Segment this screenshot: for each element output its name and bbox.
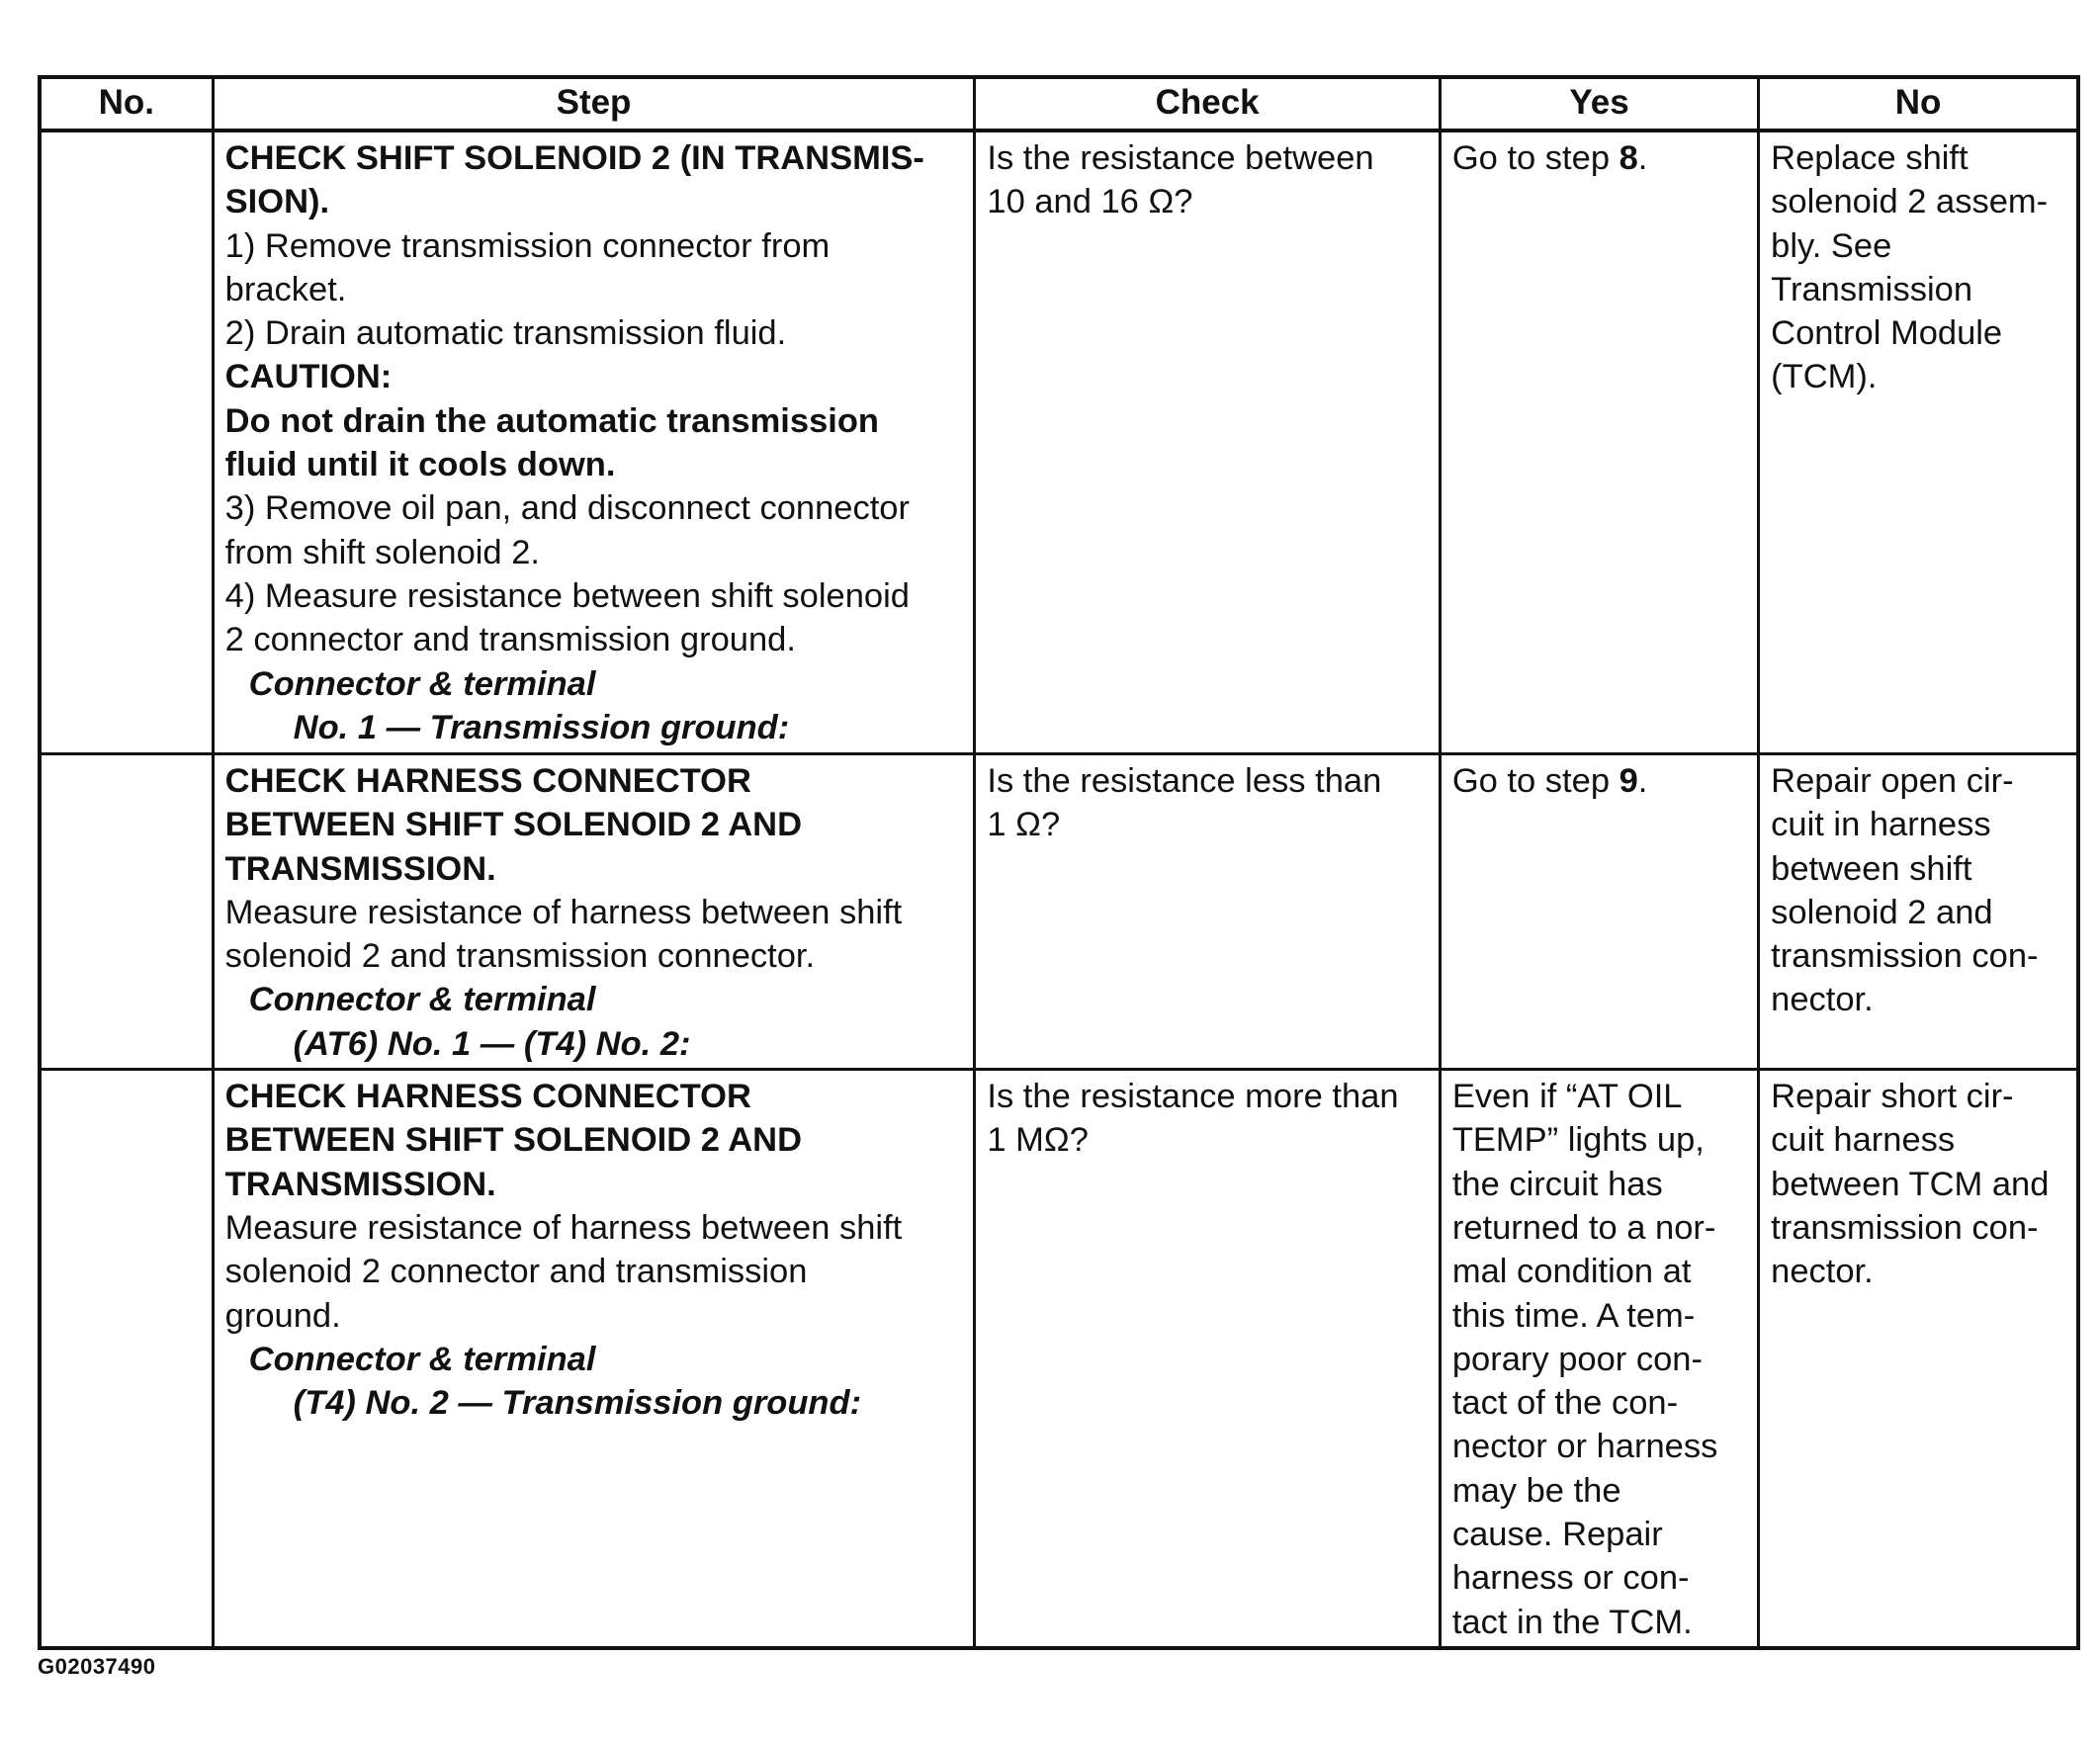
- step-text-line: CHECK SHIFT SOLENOID 2 (IN TRANSMIS-: [224, 139, 924, 177]
- step-text-line: (AT6) No. 1 — (T4) No. 2:: [293, 1024, 691, 1063]
- check-text-line: 10 and 16 Ω?: [987, 183, 1193, 221]
- step-text-line: TRANSMISSION.: [224, 849, 496, 888]
- step-number: [40, 754, 213, 1070]
- header-no-result: No: [1759, 77, 2078, 131]
- step-text-line: 2 connector and transmission ground.: [224, 621, 796, 659]
- step-text-line: (T4) No. 2 — Transmission ground:: [293, 1384, 862, 1423]
- step-text-line: CHECK HARNESS CONNECTOR: [224, 762, 751, 800]
- step-cell: [213, 131, 975, 754]
- no-result-text-line: between TCM and: [1771, 1165, 2050, 1203]
- no-result-text-line: bly. See: [1771, 226, 1892, 265]
- step-text-line: fluid until it cools down.: [224, 446, 616, 484]
- step-text-line: ground.: [224, 1296, 341, 1335]
- check-cell: [975, 754, 1440, 1070]
- step-number: [40, 131, 213, 754]
- no-result-text-line: (TCM).: [1771, 358, 1878, 396]
- check-text-line: Is the resistance between: [987, 139, 1374, 177]
- no-result-text-line: transmission con-: [1771, 1208, 2039, 1247]
- yes-text-line: mal condition at: [1451, 1253, 1692, 1291]
- step-text-line: 4) Measure resistance between shift solenoid: [224, 576, 910, 615]
- step-text-line: Measure resistance of harness between shift: [224, 893, 903, 931]
- header-check: Check: [975, 77, 1440, 131]
- header-step: Step: [213, 77, 975, 131]
- yes-text-line: Even if “AT OIL: [1451, 1078, 1683, 1116]
- check-text-line: 1 Ω?: [987, 806, 1061, 844]
- header-no: No.: [40, 77, 213, 131]
- yes-text-line: tact of the con-: [1451, 1384, 1679, 1423]
- goto-text: Go to step: [1451, 762, 1619, 800]
- no-result-text-line: transmission con-: [1771, 937, 2039, 976]
- step-text-line: solenoid 2 connector and transmission: [224, 1253, 808, 1291]
- yes-text-line: porary poor con-: [1451, 1340, 1703, 1378]
- no-result-text-line: Transmission: [1771, 270, 1973, 308]
- yes-text-line: may be the: [1451, 1471, 1621, 1510]
- check-text-line: 1 MΩ?: [987, 1121, 1089, 1160]
- step-text-line: No. 1 — Transmission ground:: [293, 708, 790, 746]
- goto-punct: .: [1637, 762, 1648, 800]
- no-result-text-line: Repair open cir-: [1771, 762, 2014, 800]
- table-row: [40, 131, 2078, 754]
- yes-text-line: returned to a nor-: [1451, 1208, 1716, 1247]
- goto-text: Go to step: [1451, 139, 1619, 177]
- step-text-line: CHECK HARNESS CONNECTOR: [224, 1078, 751, 1116]
- goto-step-number: 8: [1619, 139, 1638, 177]
- yes-cell: [1440, 1070, 1758, 1648]
- yes-text-line: tact in the TCM.: [1451, 1603, 1693, 1641]
- check-text-line: Is the resistance less than: [987, 762, 1382, 800]
- goto-punct: .: [1637, 139, 1648, 177]
- no-result-text-line: cuit harness: [1771, 1121, 1956, 1160]
- yes-text-line: this time. A tem-: [1451, 1296, 1696, 1335]
- yes-text-line: cause. Repair: [1451, 1516, 1663, 1554]
- step-text-line: from shift solenoid 2.: [224, 533, 540, 571]
- no-result-text-line: nector.: [1771, 981, 1874, 1019]
- table-row: [40, 754, 2078, 1070]
- no-result-text-line: between shift: [1771, 849, 1972, 888]
- step-text-line: Connector & terminal: [248, 664, 596, 703]
- yes-text-line: the circuit has: [1451, 1165, 1663, 1203]
- header-yes: Yes: [1440, 77, 1758, 131]
- figure-id: G02037490: [38, 1654, 156, 1679]
- step-text-line: BETWEEN SHIFT SOLENOID 2 AND: [224, 806, 802, 844]
- yes-text-line: [1452, 136, 1747, 180]
- step-text-line: 2) Drain automatic transmission fluid.: [224, 314, 787, 353]
- header-row: [40, 77, 2078, 131]
- yes-cell: [1440, 754, 1758, 1070]
- no-result-cell: [1759, 131, 2078, 754]
- step-cell: [213, 1070, 975, 1648]
- step-text-line: Measure resistance of harness between shift: [224, 1208, 903, 1247]
- no-result-text-line: nector.: [1771, 1253, 1874, 1291]
- check-text-line: Is the resistance more than: [987, 1078, 1399, 1116]
- step-text-line: bracket.: [224, 270, 347, 308]
- no-result-text-line: cuit in harness: [1771, 806, 1991, 844]
- yes-cell: [1440, 131, 1758, 754]
- step-cell: [213, 754, 975, 1070]
- step-text-line: Connector & terminal: [248, 1340, 596, 1378]
- no-result-cell: [1759, 754, 2078, 1070]
- step-text-line: Do not drain the automatic transmission: [224, 401, 879, 440]
- step-text-line: TRANSMISSION.: [224, 1165, 496, 1203]
- yes-text-line: nector or harness: [1451, 1428, 1718, 1466]
- no-result-text-line: Control Module: [1771, 314, 2003, 353]
- step-text-line: 3) Remove oil pan, and disconnect connector: [224, 489, 910, 528]
- check-cell: [975, 1070, 1440, 1648]
- step-number: [40, 1070, 213, 1648]
- step-text-line: CAUTION:: [224, 358, 393, 396]
- check-cell: [975, 131, 1440, 754]
- yes-text-line: [1452, 759, 1747, 803]
- step-text-line: Connector & terminal: [248, 981, 596, 1019]
- yes-text-line: harness or con-: [1451, 1559, 1690, 1598]
- no-result-text-line: Replace shift: [1771, 139, 1969, 177]
- no-result-cell: [1759, 1070, 2078, 1648]
- yes-text-line: TEMP” lights up,: [1451, 1121, 1705, 1160]
- no-result-text-line: Repair short cir-: [1771, 1078, 2014, 1116]
- no-result-text-line: solenoid 2 assem-: [1771, 183, 2049, 221]
- no-result-text-line: solenoid 2 and: [1771, 893, 1993, 931]
- step-text-line: BETWEEN SHIFT SOLENOID 2 AND: [224, 1121, 802, 1160]
- step-text-line: 1) Remove transmission connector from: [224, 226, 831, 265]
- goto-step-number: 9: [1619, 762, 1638, 800]
- step-text-line: solenoid 2 and transmission connector.: [224, 937, 816, 976]
- step-text-line: SION).: [224, 183, 330, 221]
- table-row: [40, 1070, 2078, 1648]
- diagnostic-table: [38, 75, 2080, 1650]
